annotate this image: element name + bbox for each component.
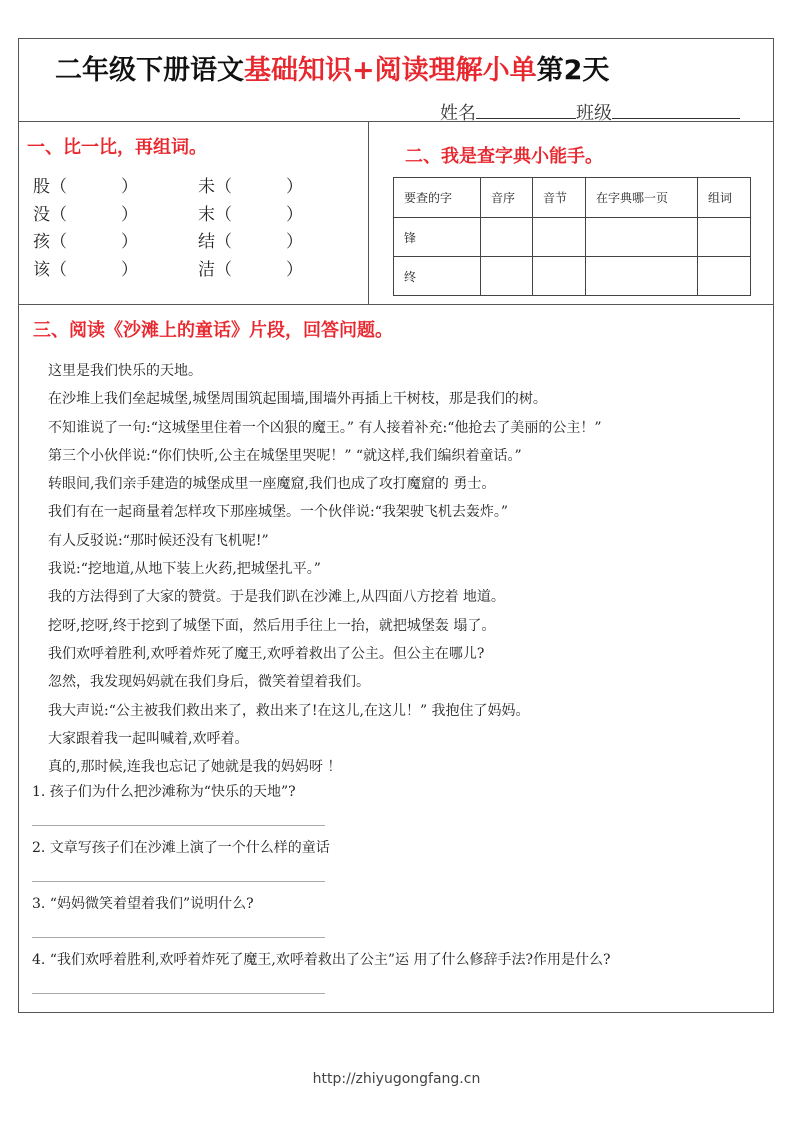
compare-item: 该（ ） [33,259,139,280]
passage-paragraph: 第三个小伙伴说:“你们快听,公主在城堡里哭呢！” “就这样,我们编织着童话。” [48,447,522,464]
title-topic: 基础知识+阅读理解小单 [244,55,537,86]
passage-paragraph: 我们欢呼着胜利,欢呼着炸死了魔王,欢呼着救出了公主。但公主在哪儿? [48,645,485,662]
passage-paragraph: 大家跟着我一起叫喊着,欢呼着。 [48,730,249,747]
section-divider [18,304,774,305]
compare-right-column [198,174,303,284]
table-cell[interactable] [698,218,751,257]
question-4: 4. “我们欢呼着胜利,欢呼着炸死了魔王,欢呼着救出了公主”运 用了什么修辞手法?作用是什么? [32,952,611,968]
passage-paragraph: 在沙堆上我们垒起城堡,城堡周围筑起围墙,围墙外再插上干树枝，那是我们的树。 [48,391,547,408]
section3-heading: 三、阅读《沙滩上的童话》片段，回答问题。 [33,320,393,341]
footer-url[interactable]: http://zhiyugongfang.cn [312,1071,481,1087]
column-divider [368,121,369,304]
answer-line-4[interactable] [32,993,325,994]
compare-item: 结（ ） [198,232,304,252]
table-header-cell: 音节 [533,178,586,218]
passage-paragraph: 有人反驳说:“那时候还没有飞机呢!” [48,532,269,549]
answer-line-3[interactable] [32,937,325,938]
name-field[interactable] [476,102,576,119]
section2-heading: 二、我是查字典小能手。 [405,146,603,167]
table-cell: 锋 [394,218,481,257]
header-divider [18,121,774,122]
table-cell[interactable] [586,257,698,296]
table-cell[interactable] [533,257,586,296]
answer-line-2[interactable] [32,881,325,882]
passage-paragraph: 我大声说:“公主被我们救出来了，救出来了!在这儿,在这儿！” 我抱住了妈妈。 [48,702,530,719]
passage-paragraph: 不知谁说了一句:“这城堡里住着一个凶狠的魔王。” 有人接着补充:“他抢去了美丽的公主！” [48,419,602,436]
passage-paragraph: 忽然，我发现妈妈就在我们身后，微笑着望着我们。 [48,674,370,691]
table-cell[interactable] [533,218,586,257]
compare-item: 末（ ） [198,204,304,225]
compare-item: 洁（ ） [198,259,304,280]
compare-left-column [33,174,138,284]
table-header-cell: 要查的字 [394,178,481,218]
table-cell[interactable] [481,257,533,296]
table-header-row [394,178,751,218]
table-cell[interactable] [586,218,698,257]
table-cell: 终 [394,257,481,296]
passage-paragraph: 转眼间,我们亲手建造的城堡成里一座魔窟,我们也成了攻打魔窟的 勇士。 [48,476,496,493]
class-label: 班级 [576,103,612,124]
section1-heading: 一、比一比，再组词。 [27,137,207,158]
passage-paragraph: 我说:“挖地道,从地下装上火药,把城堡扎平。” [48,561,321,578]
reading-passage [48,357,602,781]
passage-paragraph: 挖呀,挖呀,终于挖到了城堡下面，然后用手往上一抬，就把城堡轰 塌了。 [48,617,496,634]
table-header-cell: 在字典哪一页 [586,178,698,218]
answer-line-1[interactable] [32,825,325,826]
name-label: 姓名 [440,103,476,124]
passage-paragraph: 这里是我们快乐的天地。 [48,363,202,379]
table-cell[interactable] [698,257,751,296]
table-header-cell: 组词 [698,178,751,218]
table-cell[interactable] [481,218,533,257]
compare-item: 孩（ ） [33,232,139,252]
passage-paragraph: 我们有在一起商量着怎样攻下那座城堡。一个伙伴说:“我架驶飞机去轰炸。” [48,504,509,521]
page-title [55,48,609,87]
compare-item: 股（ ） [33,177,139,197]
question-1: 1. 孩子们为什么把沙滩称为“快乐的天地”? [32,784,296,800]
table-row [394,218,751,257]
question-3: 3. “妈妈微笑着望着我们”说明什么? [32,896,254,912]
title-day: 第2天 [536,55,610,86]
question-2: 2. 文章写孩子们在沙滩上演了一个什么样的童话 [32,840,330,856]
passage-paragraph: 我的方法得到了大家的赞赏。于是我们趴在沙滩上,从四面八方挖着 地道。 [48,589,505,606]
dictionary-table [393,177,751,296]
table-row [394,257,751,296]
title-grade: 二年级下册语文 [55,55,244,86]
compare-item: 未（ ） [198,177,304,197]
compare-item: 没（ ） [33,204,139,225]
table-header-cell: 音序 [481,178,533,218]
passage-paragraph: 真的,那时候,连我也忘记了她就是我的妈妈呀 ！ [48,759,342,776]
class-field[interactable] [612,102,740,119]
